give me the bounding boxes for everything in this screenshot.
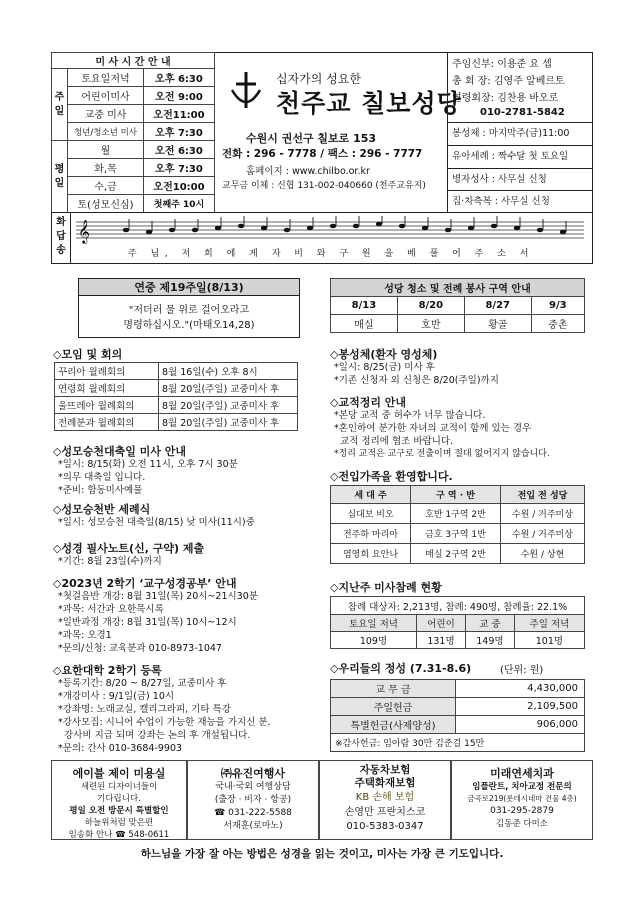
ad-salon bbox=[51, 760, 187, 840]
ad-line: 기다립니다. bbox=[97, 794, 141, 804]
registry-line: *본당 교적 중 허수가 너무 많습니다. bbox=[334, 410, 486, 421]
john-college-title: ◇요한대학 2학기 등록 bbox=[53, 664, 162, 677]
divider bbox=[447, 122, 593, 123]
bible-study-line: *과목: 오경1 bbox=[58, 630, 112, 641]
offering-name: 주일헌금 bbox=[331, 698, 456, 716]
cleaning-area: 중촌 bbox=[531, 315, 584, 333]
parish-name: 천주교 칠보성당 bbox=[276, 89, 462, 118]
hymn-divider bbox=[51, 212, 593, 213]
parish-subtitle: 십자가의 성요한 bbox=[276, 72, 361, 86]
ad-line: 임송화 안나 ☎ 548-0611 bbox=[68, 830, 170, 840]
newcomer-cell: 매실 2구역 2반 bbox=[411, 544, 501, 564]
divider bbox=[447, 168, 593, 169]
mass-time: 오전10:00 bbox=[144, 177, 215, 195]
ad-line: 김동준 다미소 bbox=[496, 819, 548, 829]
baptism-line: *일시: 성모승천 대축일(8/15) 낮 미사(11시)중 bbox=[58, 517, 255, 528]
sunday-title: 연중 제19주일(8/13) bbox=[79, 279, 299, 296]
ad-dental bbox=[451, 760, 593, 840]
newcomer-cell: 염영희 요안나 bbox=[331, 544, 411, 564]
bible-study-line: *일반과정 개강: 8월 31일(목) 10시~12시 bbox=[58, 617, 237, 628]
newcomer-cell: 수원 / 상현 bbox=[501, 544, 585, 564]
baptism-title: ◇성모승천반 세례식 bbox=[53, 503, 151, 516]
ad-line: 평일 오전 방문시 특별할인 bbox=[69, 806, 169, 816]
cleaning-date: 8/20 bbox=[397, 297, 464, 315]
cleaning-area: 매실 bbox=[331, 315, 398, 333]
ad-line: 금곡로219(롯데시네마 건물 4층) bbox=[467, 794, 577, 803]
attendance-value: 131명 bbox=[416, 632, 465, 649]
mass-name: 토요일저녁 bbox=[68, 69, 144, 87]
mass-name: 토(성모신심) bbox=[68, 195, 144, 213]
ad-line: 031-295-2879 bbox=[490, 806, 554, 816]
mass-time: 오전 9:00 bbox=[144, 87, 215, 105]
attendance-header: 주일 저녁 bbox=[514, 615, 584, 632]
music-note-icon bbox=[445, 228, 451, 233]
meeting-time: 8월 20일(주일) 교중미사 후 bbox=[159, 380, 298, 397]
service-anointing: 병자성사 : 사무실 신청 bbox=[452, 174, 547, 185]
music-note-icon bbox=[491, 224, 497, 229]
ad-title: ㈜유진여행사 bbox=[220, 767, 286, 780]
meeting-name: 꾸리아 월례회의 bbox=[55, 363, 159, 380]
ad-line: 주택화재보험 bbox=[354, 777, 416, 789]
cleaning-date: 8/27 bbox=[464, 297, 531, 315]
attendance-table bbox=[330, 596, 585, 649]
registry-line: *정리 교적은 교구로 전출이며 절대 없어지지 않습니다. bbox=[334, 449, 550, 459]
john-college-line: *강좌명: 노래교실, 캘리그라피, 기타 특강 bbox=[58, 704, 231, 715]
music-note-icon bbox=[261, 226, 267, 231]
meetings-title: ◇모임 및 회의 bbox=[53, 348, 123, 361]
meeting-time: 8월 20일(주일) 교중미사 후 bbox=[159, 397, 298, 414]
divider bbox=[70, 212, 71, 264]
treble-clef-icon: 𝄞 bbox=[78, 219, 90, 243]
weekday-label: 평일 bbox=[52, 141, 68, 213]
bible-study-title: ◇2023년 2학기 ‘교구성경공부’ 안내 bbox=[53, 577, 237, 590]
music-note-icon bbox=[399, 224, 405, 229]
meeting-time: 8월 20일(주일) 교중미사 후 bbox=[159, 414, 298, 431]
communion-line: *기존 신청자 외 신청은 8/20(주일)까지 bbox=[334, 375, 499, 386]
newcomers-header: 구 역 · 반 bbox=[411, 486, 501, 504]
cleaning-date: 9/3 bbox=[531, 297, 584, 315]
music-note-icon bbox=[146, 230, 152, 235]
ad-line: 하늘위처럼 맞은편 bbox=[84, 818, 154, 828]
music-note-icon bbox=[514, 226, 520, 231]
ad-line: 국내·국외 여행상담 bbox=[215, 782, 291, 792]
mass-time: 첫째주 10시 bbox=[144, 195, 215, 213]
service-baptism: 유아세례 : 짝수달 첫 토요일 bbox=[452, 151, 569, 162]
attendance-value: 101명 bbox=[514, 632, 584, 649]
registry-line: 교적 정리에 협조 바랍니다. bbox=[334, 436, 454, 447]
john-college-line: *강사모집: 시니어 수업이 가능한 재능을 가지신 분. bbox=[58, 717, 271, 728]
staff-funeral: 연령회장: 김찬용 바오로 bbox=[452, 93, 559, 104]
bible-study-line: *문의/신청: 교육분과 010-8973-1047 bbox=[58, 643, 222, 654]
ad-line: 010-5383-0347 bbox=[346, 821, 424, 832]
sunday-verse-2: 명령하십시오."(마태오14,28) bbox=[123, 320, 255, 331]
mass-name: 어린이미사 bbox=[68, 87, 144, 105]
mass-name: 수,금 bbox=[68, 177, 144, 195]
staff-phone: 010-2781-5842 bbox=[480, 107, 565, 118]
offering-thanks: ※감사헌금: 임아람 30만 김준걸 15만 bbox=[331, 734, 585, 752]
communion-title: ◇봉성체(환자 영성체) bbox=[330, 348, 438, 361]
bible-note-title: ◇성경 필사노트(신, 구약) 제출 bbox=[53, 542, 205, 555]
mass-time: 오전 6:30 bbox=[144, 141, 215, 159]
meeting-time: 8월 16일(수) 오후 8시 bbox=[159, 363, 298, 380]
parish-account: 교무금 이체 : 신협 131-002-040660 (천주교유지) bbox=[222, 181, 426, 191]
music-note-icon bbox=[238, 224, 244, 229]
footer-text: 하느님을 가장 잘 아는 방법은 성경을 읽는 것이고, 미사는 가장 큰 기도입니다. bbox=[140, 848, 504, 860]
registry-line: *혼인하여 분가한 자녀의 교적이 함께 있는 경우 bbox=[334, 423, 532, 434]
ad-line: 손영만 프란치스코 bbox=[344, 807, 426, 818]
offering-amount: 2,109,500 bbox=[456, 698, 585, 716]
mass-time: 오후 7:30 bbox=[144, 123, 215, 141]
registry-title: ◇교적정리 안내 bbox=[330, 396, 407, 409]
offering-amount: 4,430,000 bbox=[456, 680, 585, 698]
attendance-value: 149명 bbox=[466, 632, 515, 649]
service-communion: 봉성체 : 마지막주(금)11:00 bbox=[452, 128, 570, 139]
music-note-icon bbox=[537, 228, 543, 233]
divider bbox=[447, 190, 593, 191]
mass-time: 오전11:00 bbox=[144, 105, 215, 123]
offering-title: ◇우리들의 정성 (7.31-8.6) bbox=[330, 662, 472, 675]
music-note-icon bbox=[560, 230, 566, 235]
cleaning-table bbox=[330, 278, 585, 333]
parish-address: 수원시 권선구 칠보로 153 bbox=[246, 132, 377, 145]
cleaning-area: 호반 bbox=[397, 315, 464, 333]
offering-name: 특별헌금(사제양성) bbox=[331, 716, 456, 734]
music-note-icon bbox=[376, 222, 382, 227]
ad-line: 서재훈(로마노) bbox=[223, 821, 283, 831]
hymn-staff bbox=[76, 216, 586, 244]
parish-logo bbox=[228, 70, 264, 110]
mass-name: 청년/청소년 미사 bbox=[68, 123, 144, 141]
music-note-icon bbox=[330, 224, 336, 229]
attendance-title: ◇지난주 미사참례 현황 bbox=[330, 581, 442, 594]
attendance-header: 토요일 저녁 bbox=[331, 615, 417, 632]
music-note-icon bbox=[169, 228, 175, 233]
ad-line: (출장 · 비자 · 항공) bbox=[214, 795, 292, 805]
cleaning-title: 성당 청소 및 전례 봉사 구역 안내 bbox=[331, 279, 585, 297]
mass-time: 오후 7:30 bbox=[144, 159, 215, 177]
ad-line: ☎ 031-222-5588 bbox=[214, 808, 292, 818]
music-note-icon bbox=[284, 228, 290, 233]
bible-study-line: *첫걸음반 개강: 8월 31일(목) 20시~21시30분 bbox=[58, 591, 258, 602]
newcomer-cell: 수원 / 거주미상 bbox=[501, 524, 585, 544]
mass-schedule-table bbox=[51, 52, 215, 213]
ad-title: 에이블 제이 미용실 bbox=[72, 767, 166, 780]
attendance-header: 어린이 bbox=[416, 615, 465, 632]
music-note-icon bbox=[468, 226, 474, 231]
meeting-name: 전례분과 월례회의 bbox=[55, 414, 159, 431]
assumption-line: *준비: 합동미사예물 bbox=[58, 485, 143, 496]
cleaning-area: 황골 bbox=[464, 315, 531, 333]
newcomer-cell: 전주하 마리아 bbox=[331, 524, 411, 544]
mass-name: 교중 미사 bbox=[68, 105, 144, 123]
newcomer-cell: 심대보 비오 bbox=[331, 504, 411, 524]
communion-line: *일시: 8/25(금) 미사 후 bbox=[334, 362, 435, 373]
newcomer-cell: 수원 / 거주미상 bbox=[501, 504, 585, 524]
service-blessing: 집·차축복 : 사무실 신청 bbox=[452, 196, 550, 207]
ad-title: 미래연세치과 bbox=[490, 767, 554, 780]
ad-title: 자동차보험 bbox=[359, 764, 411, 776]
mass-time: 오후 6:30 bbox=[144, 69, 215, 87]
mass-schedule-title: 미 사 시 간 안 내 bbox=[52, 53, 215, 69]
hymn-lyrics: 주 님, 저 희 에 게 자 비 와 구 원 을 베 풀 어 주 소 서 bbox=[128, 249, 534, 259]
music-note-icon bbox=[353, 224, 359, 229]
attendance-summary: 참례 대상자: 2,213명, 참례: 490명, 참례율: 22.1% bbox=[331, 597, 585, 615]
assumption-title: ◇성모승천대축일 미사 안내 bbox=[53, 445, 187, 458]
bible-note-line: *기간: 8월 23일(수)까지 bbox=[58, 556, 162, 567]
attendance-value: 109명 bbox=[331, 632, 417, 649]
john-college-line: *문의: 간사 010-3684-9903 bbox=[58, 743, 183, 754]
parish-homepage: 홈페이지 : www.chilbo.or.kr bbox=[246, 166, 370, 177]
cross-logo-icon bbox=[228, 70, 264, 110]
ad-line: 세련된 디자이너들이 bbox=[80, 782, 158, 792]
ad-line: 임플란트, 치아교정 전문의 bbox=[472, 782, 572, 792]
sunday-verse-1: "저더러 물 위로 걸어오라고 bbox=[128, 305, 250, 316]
music-note-icon bbox=[192, 228, 198, 233]
cleaning-date: 8/13 bbox=[331, 297, 398, 315]
music-note-icon bbox=[215, 226, 221, 231]
offering-name: 교 무 금 bbox=[331, 680, 456, 698]
assumption-line: *일시: 8/15(화) 오전 11시, 오후 7시 30분 bbox=[58, 459, 238, 470]
music-note-icon bbox=[422, 226, 428, 231]
music-note-icon bbox=[307, 226, 313, 231]
ad-line: KB 손해 보험 bbox=[355, 792, 415, 803]
ad-insurance bbox=[319, 760, 451, 840]
newcomers-header: 세 대 주 bbox=[331, 486, 411, 504]
mass-name: 화,목 bbox=[68, 159, 144, 177]
staff-president: 총 회 장: 김영주 알베르토 bbox=[452, 76, 565, 87]
john-college-line: 강사비 지급 되며 강좌는 논의 후 개설됩니다. bbox=[58, 730, 251, 741]
newcomers-table bbox=[330, 485, 585, 564]
assumption-line: *의무 대축일 입니다. bbox=[58, 472, 146, 483]
offering-table bbox=[330, 679, 585, 752]
newcomers-title: ◇전입가족을 환영합니다. bbox=[330, 470, 453, 483]
divider bbox=[447, 145, 593, 146]
newcomer-cell: 금호 3구역 1반 bbox=[411, 524, 501, 544]
sunday-label: 주일 bbox=[52, 69, 68, 141]
attendance-header: 교 중 bbox=[466, 615, 515, 632]
meetings-table bbox=[54, 362, 298, 431]
mass-name: 월 bbox=[68, 141, 144, 159]
hymn-label: 화답송 bbox=[56, 217, 66, 256]
meeting-name: 연령회 월례회의 bbox=[55, 380, 159, 397]
john-college-line: *개강미사 : 9/1일(금) 10시 bbox=[58, 691, 175, 702]
john-college-line: *등록기간: 8/20 ~ 8/27일, 교중미사 후 bbox=[58, 678, 227, 689]
ad-travel bbox=[187, 760, 319, 840]
offering-unit: (단위: 원) bbox=[500, 665, 544, 676]
bible-study-line: *과목: 서간과 요한묵시록 bbox=[58, 604, 164, 615]
meeting-name: 울뜨레아 월례회의 bbox=[55, 397, 159, 414]
offering-amount: 906,000 bbox=[456, 716, 585, 734]
staff-pastor: 주임신부: 이용준 요 셉 bbox=[452, 59, 552, 70]
music-note-icon bbox=[123, 228, 129, 233]
newcomers-header: 전입 전 성당 bbox=[501, 486, 585, 504]
newcomer-cell: 호반 1구역 2반 bbox=[411, 504, 501, 524]
parish-phone: 전화 : 296 - 7778 / 팩스 : 296 - 7777 bbox=[222, 148, 423, 160]
